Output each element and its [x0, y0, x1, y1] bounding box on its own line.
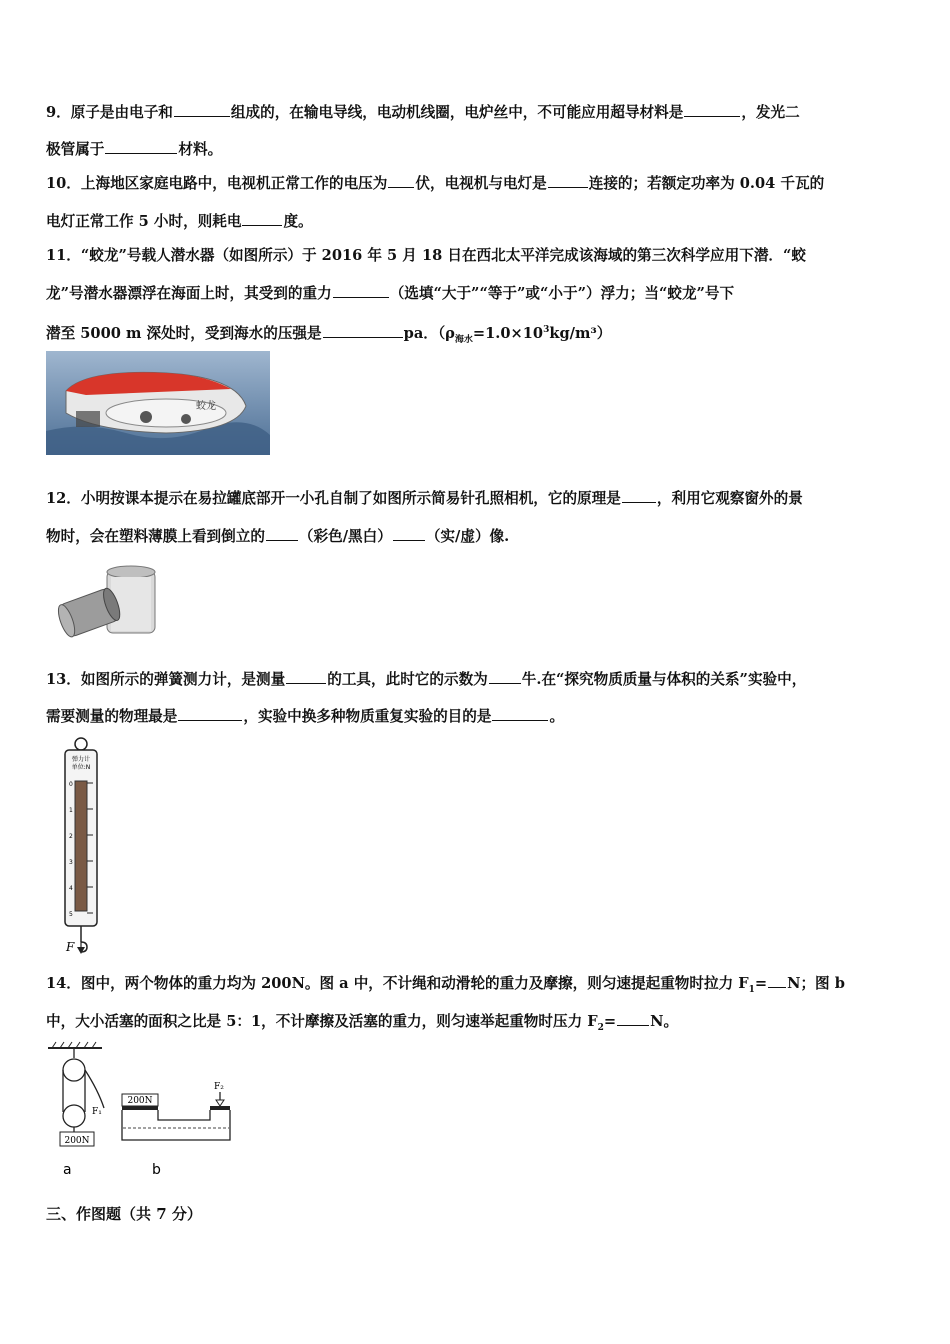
answer-blank[interactable]	[617, 1011, 649, 1026]
scale-number: 2	[69, 833, 73, 840]
q11-line2	[46, 283, 734, 304]
answer-blank[interactable]	[393, 526, 425, 541]
q13-line1	[46, 669, 806, 690]
submersible-label: 蛟龙	[196, 401, 216, 412]
text: 。	[549, 708, 565, 725]
text: 13．如图所示的弹簧测力计，是测量	[46, 671, 286, 688]
subscript: 海水	[454, 334, 473, 345]
text: 电灯正常工作 5 小时，则耗电	[46, 213, 242, 230]
hydraulic-press	[122, 1082, 230, 1178]
answer-blank[interactable]	[178, 706, 242, 721]
answer-blank[interactable]	[768, 973, 786, 988]
q9-line2	[46, 139, 222, 160]
text: 潜至 5000 m 深处时，受到海水的压强是	[46, 324, 322, 342]
text: 9．原子是由电子和	[46, 104, 173, 121]
text: N。	[650, 1013, 679, 1030]
text: =1.0×10	[472, 324, 544, 342]
pinhole-camera-image	[55, 563, 160, 638]
answer-blank[interactable]	[388, 173, 414, 188]
scale-number: 3	[69, 859, 73, 866]
text: 的工具，此时它的示数为	[327, 671, 488, 688]
text: N；图 b	[787, 975, 845, 992]
section-heading: 三、作图题（共 7 分）	[46, 1205, 202, 1223]
answer-blank[interactable]	[489, 669, 521, 684]
pulley-system	[48, 1042, 104, 1178]
answer-blank[interactable]	[548, 173, 588, 188]
text: kg/m³）	[549, 324, 612, 342]
q14-line2	[46, 1011, 678, 1038]
weight-b: 200N	[127, 1096, 153, 1106]
text: 伏，电视机与电灯是	[415, 175, 547, 192]
scale-number: 0	[69, 781, 73, 788]
text: 度。	[283, 213, 313, 230]
text: 牛.在“探究物质质量与体积的关系”实验中，	[521, 671, 807, 688]
scale-number: 1	[69, 807, 73, 814]
q12-line2	[46, 526, 509, 547]
submersible-image	[46, 351, 270, 455]
text: 14．图中，两个物体的重力均为 200N。图 a 中，不计绳和动滑轮的重力及摩擦，则匀速提起重物时拉力 F	[46, 975, 749, 992]
text: 需要测量的物理最是	[46, 708, 178, 725]
q11-line1	[46, 246, 806, 266]
answer-blank[interactable]	[333, 283, 389, 298]
text: 极管属于	[46, 141, 105, 158]
answer-blank[interactable]	[174, 102, 230, 117]
text: =	[603, 1013, 617, 1030]
text: 中，大小活塞的面积之比是 5：1，不计摩擦及活塞的重力，则匀速举起重物时压力 F	[46, 1013, 598, 1030]
answer-blank[interactable]	[242, 211, 282, 226]
text: ，发光二	[741, 104, 800, 121]
q10-line2	[46, 211, 313, 232]
answer-blank[interactable]	[492, 706, 548, 721]
force-f2: F₂	[214, 1082, 224, 1092]
text: 材料。	[178, 141, 223, 158]
scale-number: 4	[69, 885, 73, 892]
label-a: a	[63, 1162, 72, 1178]
text: =	[754, 975, 768, 992]
scale-number: 5	[69, 911, 73, 918]
text: 12．小明按课本提示在易拉罐底部开一小孔自制了如图所示简易针孔照相机，它的原理是	[46, 490, 621, 507]
text: （选填“大于”“等于”或“小于”）浮力；当“蛟龙”号下	[389, 285, 735, 302]
scale-top-label: 弹力计单位:N	[71, 756, 91, 771]
q10-line1	[46, 173, 824, 194]
label-b: b	[152, 1162, 161, 1178]
subscript: 2	[597, 1022, 604, 1033]
answer-blank[interactable]	[684, 102, 740, 117]
q14-line1	[46, 973, 845, 1000]
force-label: F	[66, 940, 75, 954]
text: ，实验中换多种物质重复实验的目的是	[243, 708, 492, 725]
text: 10．上海地区家庭电路中，电视机正常工作的电压为	[46, 175, 388, 192]
q12-line1	[46, 488, 803, 509]
text: 组成的，在输电导线，电动机线圈，电炉丝中，不可能应用超导材料是	[230, 104, 684, 121]
force-f1: F₁	[92, 1107, 102, 1117]
text: 物时，会在塑料薄膜上看到倒立的	[46, 528, 265, 545]
text: 连接的；若额定功率为 0.04 千瓦的	[588, 175, 825, 192]
answer-blank[interactable]	[622, 488, 656, 503]
spring-scale-image	[56, 737, 108, 955]
text: pa．（ρ	[403, 324, 455, 342]
answer-blank[interactable]	[266, 526, 298, 541]
text: 11．“蛟龙”号载人潜水器（如图所示）于 2016 年 5 月 18 日在西北太平洋完成该海域的第三次科学应用下潜．“蛟	[46, 247, 806, 264]
text: ，利用它观察窗外的景	[656, 490, 803, 507]
text: 龙”号潜水器漂浮在海面上时，其受到的重力	[46, 285, 332, 302]
text: （彩色/黑白）	[298, 528, 392, 545]
pulley-hydraulic-image	[46, 1040, 246, 1180]
q9-line1	[46, 102, 800, 123]
text: （实/虚）像.	[425, 528, 510, 545]
answer-blank[interactable]	[286, 669, 326, 684]
q13-line2	[46, 706, 564, 727]
q11-line3	[46, 320, 611, 350]
superscript: 3	[543, 325, 550, 335]
answer-blank[interactable]	[105, 139, 177, 154]
answer-blank[interactable]	[323, 323, 403, 338]
subscript: 1	[748, 984, 755, 995]
weight-a: 200N	[64, 1136, 90, 1146]
